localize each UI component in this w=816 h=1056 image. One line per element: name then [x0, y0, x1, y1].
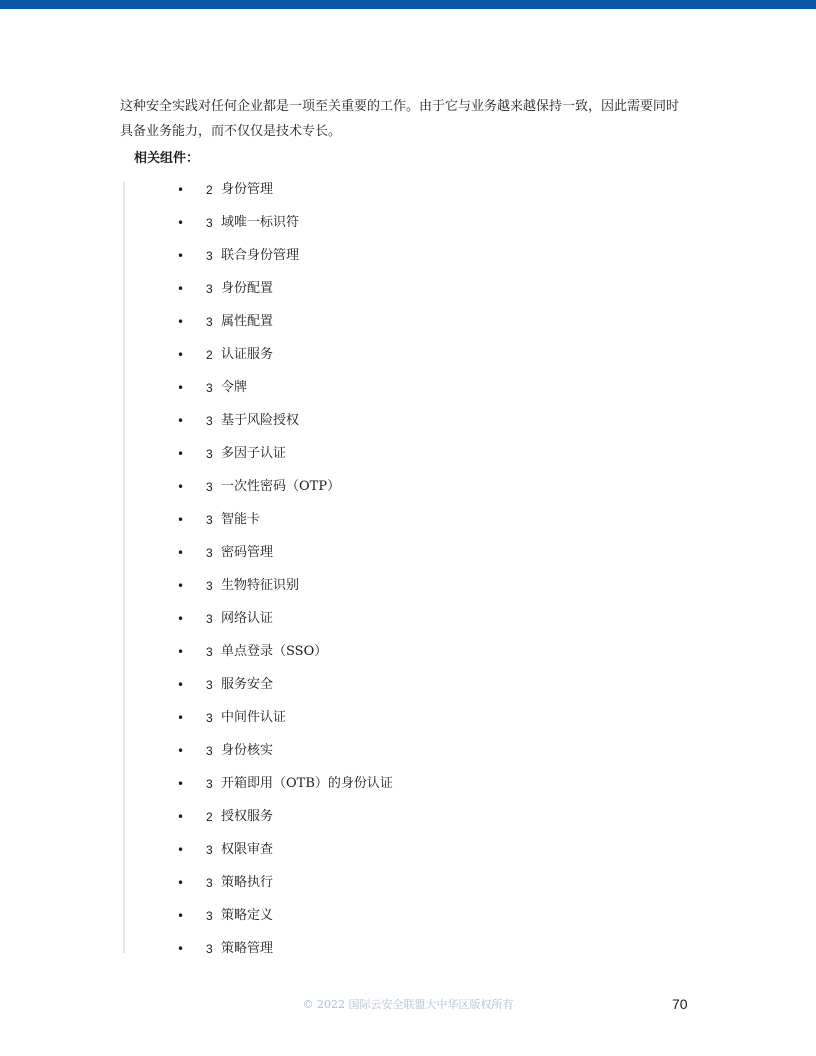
list-item: [0, 573, 816, 606]
item-label: 身份管理: [221, 182, 274, 197]
item-label: 授权服务: [221, 809, 274, 824]
item-label: 策略执行: [221, 875, 274, 890]
item-level: 3: [206, 579, 213, 593]
item-level: 3: [206, 315, 213, 329]
item-label: 域唯一标识符: [221, 215, 300, 230]
item-level: 3: [206, 249, 213, 263]
item-level: 3: [206, 513, 213, 527]
bullet-icon: •: [177, 282, 185, 296]
bullet-icon: •: [177, 546, 185, 560]
list-item: [0, 276, 816, 309]
item-level: 3: [206, 546, 213, 560]
item-label: 属性配置: [221, 314, 274, 329]
item-level: 3: [206, 381, 213, 395]
bullet-icon: •: [177, 744, 185, 758]
list-item: [0, 738, 816, 771]
item-level: 3: [206, 447, 213, 461]
item-label: 令牌: [221, 380, 248, 395]
bullet-icon: •: [177, 447, 185, 461]
item-level: 3: [206, 777, 213, 791]
item-level: 2: [206, 183, 213, 197]
top-accent-bar: [0, 0, 816, 9]
section-heading: 相关组件：: [134, 151, 200, 166]
list-item: [0, 507, 816, 540]
bullet-icon: •: [177, 942, 185, 956]
item-level: 3: [206, 612, 213, 626]
component-list: [0, 177, 816, 969]
list-item: [0, 804, 816, 837]
item-level: 3: [206, 480, 213, 494]
item-level: 3: [206, 744, 213, 758]
list-item: [0, 342, 816, 375]
item-label: 认证服务: [221, 347, 274, 362]
item-label: 单点登录（SSO）: [221, 644, 328, 659]
list-item: [0, 309, 816, 342]
list-item: [0, 705, 816, 738]
bullet-icon: •: [177, 513, 185, 527]
bullet-icon: •: [177, 414, 185, 428]
footer-copyright: © 2022 国际云安全联盟大中华区版权所有: [302, 998, 514, 1011]
bullet-icon: •: [177, 711, 185, 725]
bullet-icon: •: [177, 645, 185, 659]
item-label: 联合身份管理: [221, 248, 300, 263]
bullet-icon: •: [177, 777, 185, 791]
item-label: 身份核实: [221, 743, 274, 758]
item-level: 3: [206, 711, 213, 725]
item-label: 开箱即用（OTB）的身份认证: [221, 776, 393, 791]
item-level: 3: [206, 645, 213, 659]
item-label: 多因子认证: [221, 446, 287, 461]
item-label: 智能卡: [221, 512, 261, 527]
list-item: [0, 639, 816, 672]
bullet-icon: •: [177, 678, 185, 692]
bullet-icon: •: [177, 810, 185, 824]
page-number: 70: [672, 996, 688, 1012]
bullet-icon: •: [177, 843, 185, 857]
list-item: [0, 903, 816, 936]
bullet-icon: •: [177, 249, 185, 263]
list-item: [0, 408, 816, 441]
list-item: [0, 540, 816, 573]
bullet-icon: •: [177, 876, 185, 890]
item-label: 策略定义: [221, 908, 274, 923]
item-level: 3: [206, 678, 213, 692]
list-item: [0, 243, 816, 276]
item-label: 权限审查: [221, 842, 274, 857]
bullet-icon: •: [177, 909, 185, 923]
list-item: [0, 870, 816, 903]
bullet-icon: •: [177, 315, 185, 329]
bullet-icon: •: [177, 579, 185, 593]
item-label: 基于风险授权: [221, 413, 300, 428]
item-level: 3: [206, 942, 213, 956]
item-label: 生物特征识别: [221, 578, 300, 593]
list-item: [0, 771, 816, 804]
intro-paragraph: [120, 94, 700, 144]
intro-line-2: 具备业务能力，而不仅仅是技术专长。: [120, 124, 342, 139]
list-item: [0, 441, 816, 474]
list-item: [0, 375, 816, 408]
item-label: 一次性密码（OTP）: [221, 479, 341, 494]
bullet-icon: •: [177, 216, 185, 230]
item-level: 2: [206, 348, 213, 362]
item-label: 身份配置: [221, 281, 274, 296]
bullet-icon: •: [177, 612, 185, 626]
list-item: [0, 936, 816, 969]
list-item: [0, 672, 816, 705]
item-label: 密码管理: [221, 545, 274, 560]
bullet-icon: •: [177, 480, 185, 494]
item-label: 网络认证: [221, 611, 274, 626]
item-label: 服务安全: [221, 677, 274, 692]
bullet-icon: •: [177, 381, 185, 395]
item-level: 3: [206, 876, 213, 890]
list-item: [0, 210, 816, 243]
item-level: 3: [206, 909, 213, 923]
item-level: 2: [206, 810, 213, 824]
intro-line-1: 这种安全实践对任何企业都是一项至关重要的工作。由于它与业务越来越保持一致，因此需要同时: [120, 99, 680, 114]
item-level: 3: [206, 843, 213, 857]
item-label: 中间件认证: [221, 710, 287, 725]
item-level: 3: [206, 216, 213, 230]
item-level: 3: [206, 282, 213, 296]
list-item: [0, 474, 816, 507]
list-item: [0, 606, 816, 639]
bullet-icon: •: [177, 183, 185, 197]
list-item: [0, 177, 816, 210]
item-label: 策略管理: [221, 941, 274, 956]
bullet-icon: •: [177, 348, 185, 362]
item-level: 3: [206, 414, 213, 428]
list-item: [0, 837, 816, 870]
